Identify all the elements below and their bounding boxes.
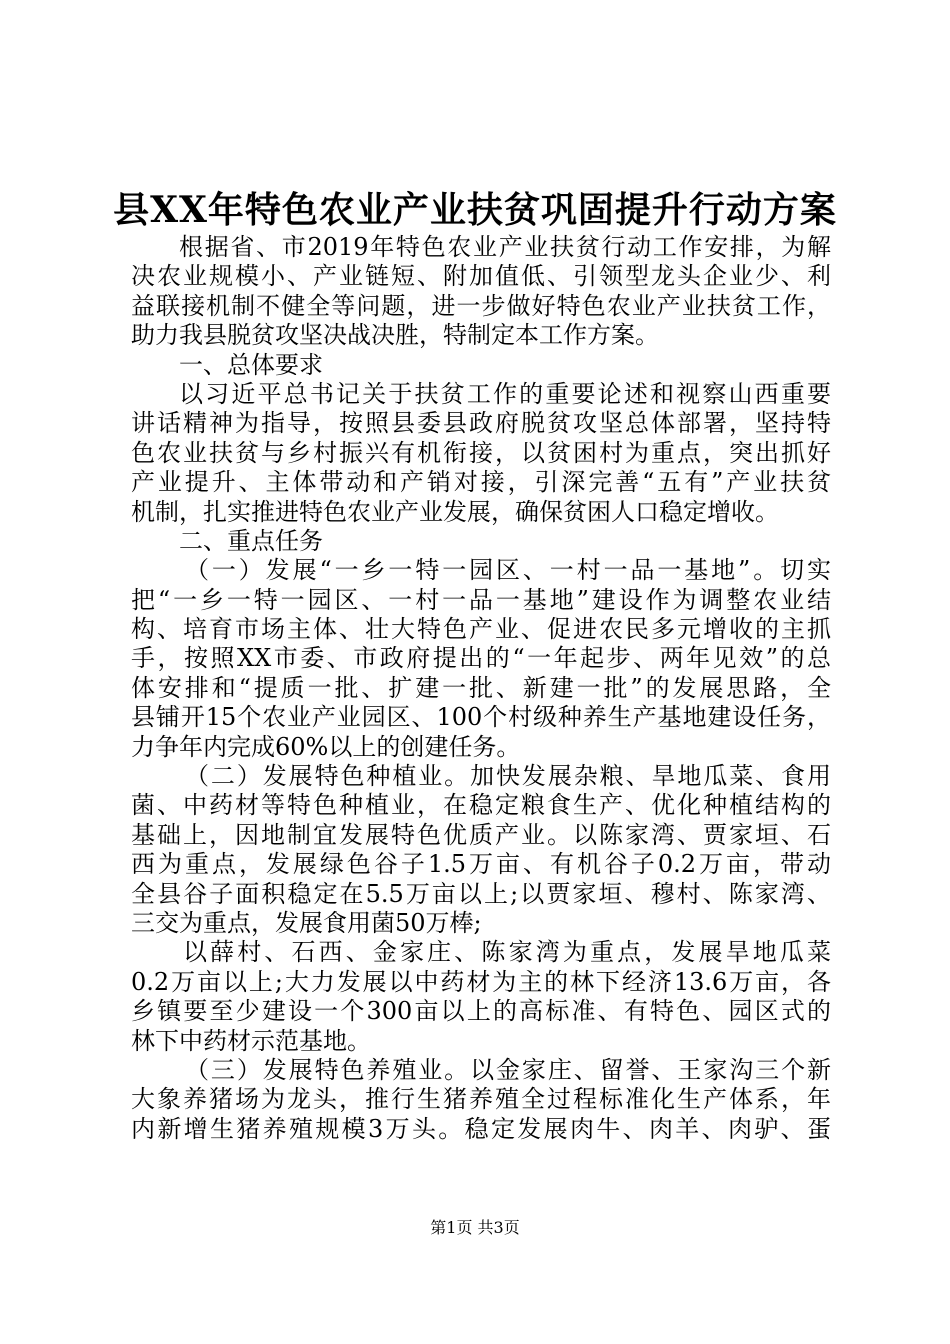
paragraph-line: 县铺开15个农业产业园区、100个村级种养生产基地建设任务，	[131, 703, 831, 732]
paragraph-line: 全县谷子面积稳定在5.5万亩以上;以贾家垣、穆村、陈家湾、	[131, 879, 831, 908]
paragraph-line: 大象养猪场为龙头，推行生猪养殖全过程标准化生产体系，年	[131, 1085, 831, 1114]
paragraph-line: 0.2万亩以上;大力发展以中药材为主的林下经济13.6万亩，各	[131, 967, 831, 996]
paragraph-line: 以薛村、石西、金家庄、陈家湾为重点，发展旱地瓜菜	[183, 938, 831, 967]
paragraph-line: 色农业扶贫与乡村振兴有机衔接，以贫困村为重点，突出抓好	[131, 438, 831, 467]
paragraph-line: 产业提升、主体带动和产销对接，引深完善“五有”产业扶贫	[131, 468, 831, 497]
paragraph-line: （一）发展“一乡一特一园区、一村一品一基地”。切实	[185, 556, 831, 585]
paragraph-line: 以习近平总书记关于扶贫工作的重要论述和视察山西重要	[179, 379, 831, 408]
paragraph-line: 力争年内完成60%以上的创建任务。	[131, 732, 521, 761]
paragraph-line: 讲话精神为指导，按照县委县政府脱贫攻坚总体部署，坚持特	[131, 409, 831, 438]
paragraph-line: 助力我县脱贫攻坚决战决胜，特制定本工作方案。	[131, 321, 659, 350]
paragraph-line: 内新增生猪养殖规模3万头。稳定发展肉牛、肉羊、肉驴、蛋	[131, 1114, 831, 1143]
paragraph-line: 根据省、市2019年特色农业产业扶贫行动工作安排，为解	[179, 233, 831, 261]
paragraph-line: （二）发展特色种植业。加快发展杂粮、旱地瓜菜、食用	[185, 762, 831, 791]
paragraph-line: 机制，扎实推进特色农业产业发展，确保贫困人口稳定增收。	[131, 497, 779, 526]
paragraph-line: 三交为重点，发展食用菌50万棒;	[131, 908, 482, 937]
section-heading: 二、重点任务	[179, 526, 323, 555]
paragraph-line: （三）发展特色养殖业。以金家庄、留誉、王家沟三个新	[185, 1055, 831, 1084]
paragraph-line: 把“一乡一特一园区、一村一品一基地”建设作为调整农业结	[131, 585, 831, 614]
paragraph-line: 林下中药材示范基地。	[131, 1026, 371, 1055]
paragraph-line: 益联接机制不健全等问题，进一步做好特色农业产业扶贫工作，	[131, 291, 831, 320]
paragraph-line: 构、培育市场主体、壮大特色产业、促进农民多元增收的主抓	[131, 615, 831, 644]
paragraph-line: 体安排和“提质一批、扩建一批、新建一批”的发展思路，全	[131, 673, 831, 702]
page-footer: 第1页 共3页	[430, 1218, 520, 1237]
paragraph-line: 菌、中药材等特色种植业，在稳定粮食生产、优化种植结构的	[131, 791, 831, 820]
paragraph-line: 西为重点，发展绿色谷子1.5万亩、有机谷子0.2万亩，带动	[131, 850, 831, 879]
paragraph-line: 手，按照XX市委、市政府提出的“一年起步、两年见效”的总	[131, 644, 831, 673]
document-title: 县XX年特色农业产业扶贫巩固提升行动方案	[113, 189, 837, 231]
paragraph-line: 决农业规模小、产业链短、附加值低、引领型龙头企业少、利	[131, 262, 831, 291]
section-heading: 一、总体要求	[179, 350, 323, 379]
document-body	[131, 233, 831, 1144]
paragraph-line: 基础上，因地制宜发展特色优质产业。以陈家湾、贾家垣、石	[131, 820, 831, 849]
paragraph-line: 乡镇要至少建设一个300亩以上的高标准、有特色、园区式的	[131, 997, 831, 1026]
